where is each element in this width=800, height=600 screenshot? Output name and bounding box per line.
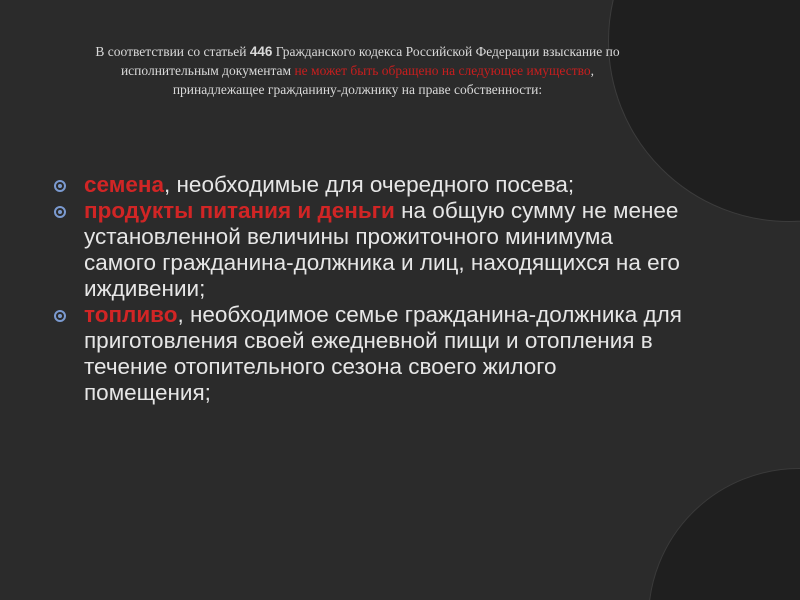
header-text: В соответствии со статьей [95, 44, 250, 59]
item-keyword: семена [84, 172, 164, 197]
ring-bullet-icon [54, 180, 66, 192]
header-line-3: принадлежащее гражданину-должнику на праве собственности: [172, 82, 543, 97]
item-text: на общую сумму не менее установленной величины прожиточного минимума самого гражданина-должника и лиц, находящихся на его иждивении; [84, 198, 680, 301]
ring-bullet-icon [54, 206, 66, 218]
header-line-1 [45, 42, 670, 61]
header-text: исполнительным документам [120, 63, 295, 78]
item-keyword: топливо [84, 302, 178, 327]
item-text: , необходимые для очередного посева; [164, 172, 575, 197]
header-highlight: не может быть обращено на следующее имущество [294, 63, 591, 78]
list-item [48, 302, 688, 406]
article-number: 446 [249, 44, 273, 59]
ring-bullet-icon [54, 310, 66, 322]
header-line-2 [45, 61, 670, 80]
property-list [48, 172, 688, 406]
decorative-corner-shape [648, 468, 800, 600]
header-text: , [590, 63, 595, 78]
slide-header [45, 42, 670, 99]
list-item [48, 198, 688, 302]
header-text: Гражданского кодекса Российской Федерации взыскание по [272, 44, 620, 59]
item-text: , необходимое семье гражданина-должника для приготовления своей ежедневной пищи и отопления в течение отопительного сезона своего жилого помещения; [84, 302, 682, 405]
list-item [48, 172, 688, 198]
item-keyword: продукты питания и деньги [84, 198, 395, 223]
